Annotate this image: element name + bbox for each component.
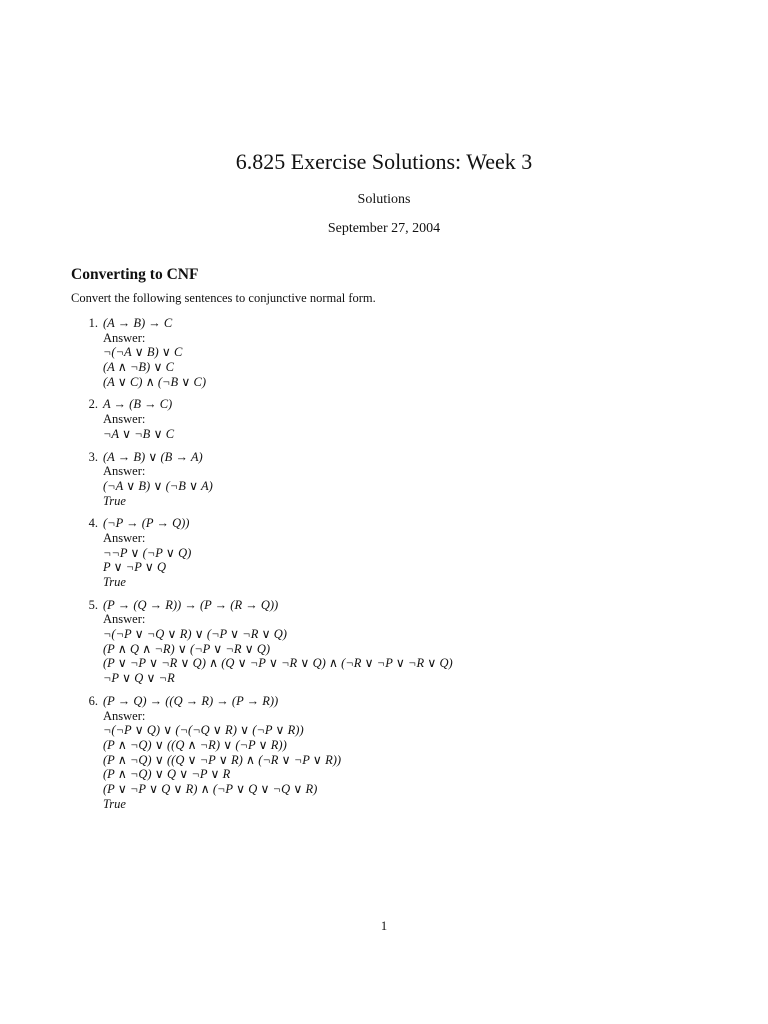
exercise-item [0,516,768,589]
exercise-item [0,450,768,509]
answer-step-line [0,797,768,812]
answer-step-line [0,560,768,575]
answer-step-line [0,723,768,738]
answer-label: Answer: [103,530,146,545]
exercise-item [0,316,768,389]
answer-step: ¬(¬P ∨ ¬Q ∨ R) ∨ (¬P ∨ ¬R ∨ Q) [103,627,287,642]
answer-step-line [0,656,768,671]
answer-step-line [0,671,768,686]
answer-step-line [0,360,768,375]
exercise-number: 4. [88,516,98,531]
answer-step: (P ∨ ¬P ∨ ¬R ∨ Q) ∧ (Q ∨ ¬P ∨ ¬R ∨ Q) ∧ (¬R ∨ ¬P ∨ ¬R ∨ Q) [103,656,453,671]
answer-step: P ∨ ¬P ∨ Q [103,560,167,575]
answer-step-line [0,627,768,642]
answer-label: Answer: [103,330,146,345]
answer-step: (A ∨ C) ∧ (¬B ∨ C) [103,374,207,389]
answer-step-line [0,575,768,590]
document-date: September 27, 2004 [327,221,441,236]
exercise-item [0,397,768,441]
answer-step-line [0,375,768,390]
exercise-question: (A → B) → C [103,316,173,330]
answer-step-line [0,642,768,657]
exercise-question: (A → B) ∨ (B → A) [103,449,203,464]
answer-step-line [0,494,768,509]
exercise-question: (P → (Q → R)) → (P → (R → Q)) [103,597,279,612]
answer-label-line [0,612,768,627]
answer-step: ¬P ∨ Q ∨ ¬R [103,671,175,686]
answer-step: (A ∧ ¬B) ∨ C [103,360,174,375]
answer-step-line [0,753,768,768]
answer-step-line [0,738,768,753]
answer-step-line [0,767,768,782]
answer-label-line [0,331,768,346]
exercise-question-line [0,516,768,531]
exercise-item [0,694,768,812]
exercise-question: A → (B → C) [103,397,173,412]
exercise-question: (P → Q) → ((Q → R) → (P → R)) [103,693,279,708]
answer-step: True [103,575,126,589]
answer-step-line [0,345,768,360]
answer-label: Answer: [103,708,146,723]
answer-step: (P ∧ ¬Q) ∨ Q ∨ ¬P ∨ R [103,767,231,782]
exercise-number: 1. [88,316,98,330]
answer-step-line [0,546,768,561]
answer-step: (¬A ∨ B) ∨ (¬B ∨ A) [103,478,213,493]
answer-step: (P ∧ ¬Q) ∨ ((Q ∧ ¬R) ∨ (¬P ∨ R)) [103,737,287,752]
answer-step: ¬(¬P ∨ Q) ∨ (¬(¬Q ∨ R) ∨ (¬P ∨ R)) [103,723,304,738]
exercise-question-line [0,316,768,331]
exercise-question: (¬P → (P → Q)) [103,516,190,531]
exercise-number: 5. [88,597,98,612]
answer-label: Answer: [103,612,146,627]
answer-label: Answer: [103,412,146,427]
exercise-question-line [0,397,768,412]
answer-step: ¬(¬A ∨ B) ∨ C [103,345,183,360]
exercise-number: 2. [88,397,98,412]
answer-label-line [0,464,768,479]
exercise-question-line [0,694,768,709]
answer-step: (P ∨ ¬P ∨ Q ∨ R) ∧ (¬P ∨ Q ∨ ¬Q ∨ R) [103,781,318,796]
answer-step: (P ∧ Q ∧ ¬R) ∨ (¬P ∨ ¬R ∨ Q) [103,641,271,656]
exercise-question-line [0,598,768,613]
answer-label: Answer: [103,464,146,479]
page-number: 1 [380,919,388,933]
answer-label-line [0,412,768,427]
exercise-list [0,316,768,819]
exercise-number: 6. [88,693,98,708]
answer-label-line [0,709,768,724]
exercise-number: 3. [88,449,98,464]
answer-step: (P ∧ ¬Q) ∨ ((Q ∨ ¬P ∨ R) ∧ (¬R ∨ ¬P ∨ R)) [103,752,342,767]
answer-step: ¬¬P ∨ (¬P ∨ Q) [103,545,192,560]
exercise-item [0,598,768,686]
document-author: Solutions [357,192,411,207]
answer-step-line [0,782,768,797]
document-title: 6.825 Exercise Solutions: Week 3 [235,149,533,174]
answer-label-line [0,531,768,546]
answer-step: True [103,796,126,811]
answer-step-line [0,479,768,494]
section-intro: Convert the following sentences to conjunctive normal form. [71,291,376,305]
section-heading: Converting to CNF [71,266,199,283]
answer-step: ¬A ∨ ¬B ∨ C [103,426,175,441]
answer-step-line [0,427,768,442]
exercise-question-line [0,450,768,465]
answer-step: True [103,493,126,508]
